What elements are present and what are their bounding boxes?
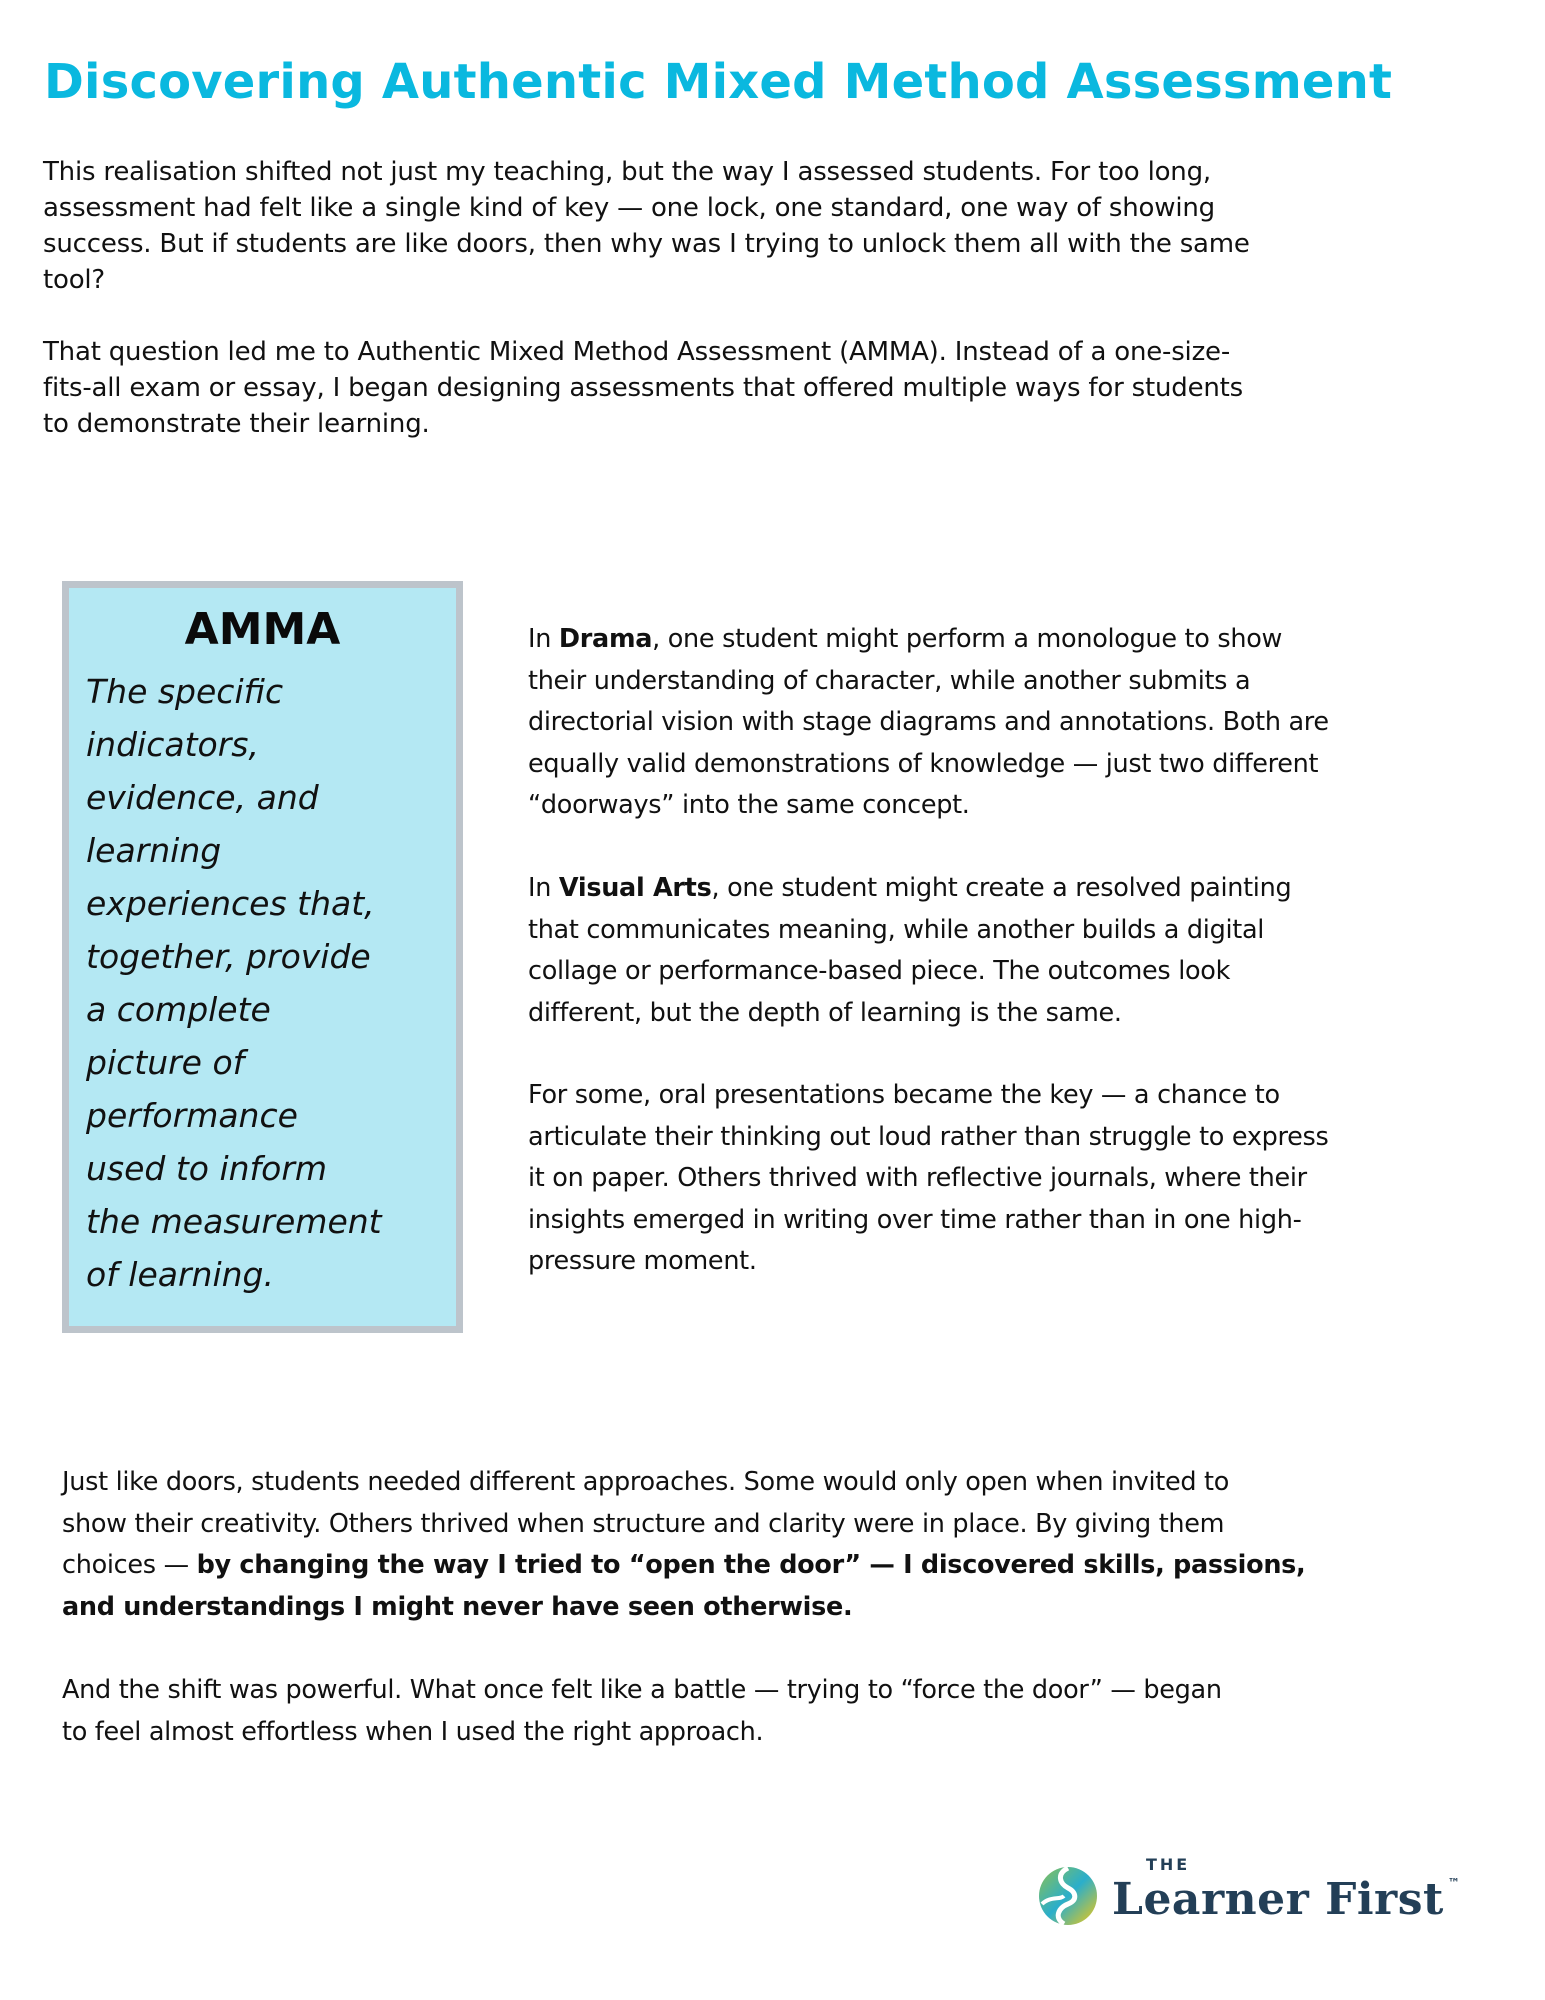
text-line (62, 1545, 1305, 1587)
text-line (528, 619, 1329, 661)
text-line: insights emerged in writing over time rather than in one high- (528, 1204, 1302, 1235)
text-line: learning (86, 831, 222, 870)
text-line: experiences that, (86, 884, 375, 923)
logo-name-row (1112, 1874, 1460, 1926)
text-prefix: In (528, 624, 559, 654)
text-line: Just like doors, students needed different approaches. Some would only open when invited to (62, 1467, 1230, 1497)
text-line: And the shift was powerful. What once felt like a battle — trying to “force the door” — began (62, 1675, 1222, 1705)
text-line: show their creativity. Others thrived when structure and clarity were in place. By giving them (62, 1508, 1225, 1539)
text-line: that communicates meaning, while another builds a digital (528, 914, 1265, 945)
text-line: different, but the depth of learning is the same. (528, 997, 1122, 1028)
text-line: directorial vision with stage diagrams and annotations. Both are (528, 707, 1329, 737)
oral-presentations-paragraph (528, 1075, 1329, 1283)
emphasis-text: and understandings I might never have seen otherwise. (62, 1591, 853, 1622)
text-line: of learning. (86, 1255, 274, 1294)
text-line (62, 1587, 1305, 1629)
conclusion-paragraph-1 (62, 1462, 1305, 1628)
text-rest: , one student might create a resolved painting (711, 873, 1292, 903)
amma-definition-box (62, 581, 463, 1333)
subject-drama: Drama (558, 624, 653, 654)
emphasis-text: by changing the way I tried to “open the door” — I discovered skills, passions, (196, 1550, 1306, 1580)
logo-name-text: Learner First (1112, 1874, 1444, 1925)
definition-text (86, 665, 382, 1301)
text-line: evidence, and (86, 778, 319, 817)
text-line: performance (86, 1096, 298, 1135)
text-line: “doorways” into the same concept. (528, 790, 970, 820)
text-line: success. But if students are like doors, then why was I trying to unlock them all with the same (43, 229, 1250, 259)
text-line: tool? (43, 265, 106, 295)
text-line: For some, oral presentations became the key — a chance to (528, 1080, 1280, 1110)
text-line: fits-all exam or essay, I began designing assessments that offered multiple ways for students (43, 373, 1243, 403)
intro-paragraph-1 (43, 154, 1250, 298)
definition-heading: AMMA (184, 604, 341, 655)
text-rest: , one student might perform a monologue to show (652, 624, 1283, 654)
text-line: their understanding of character, while another submits a (528, 665, 1251, 696)
text-prefix: In (528, 873, 559, 903)
learner-first-logo (1038, 1856, 1518, 1936)
text-line: pressure moment. (528, 1246, 757, 1276)
text-line: assessment had felt like a single kind of key — one lock, one standard, one way of showing (43, 193, 1215, 223)
text-line: This realisation shifted not just my teaching, but the way I assessed students. For too long, (43, 157, 1211, 187)
trademark-symbol: ™ (1447, 1876, 1460, 1890)
text-line: it on paper. Others thrived with reflective journals, where their (528, 1163, 1307, 1193)
text-line: the measurement (86, 1202, 382, 1241)
visual-arts-paragraph (528, 868, 1291, 1034)
drama-paragraph (528, 619, 1329, 827)
text-line: picture of (86, 1043, 245, 1082)
logo-the-text: THE (1146, 1855, 1191, 1874)
conclusion-paragraph-2 (62, 1670, 1222, 1753)
text-plain: choices — (62, 1550, 197, 1580)
learner-first-swirl-icon (1038, 1866, 1098, 1926)
text-line: to feel almost effortless when I used the right approach. (62, 1716, 764, 1747)
text-line: equally valid demonstrations of knowledge — just two different (528, 748, 1319, 779)
text-line: together, provide (86, 937, 371, 976)
text-line: The specific (86, 672, 284, 711)
text-line: to demonstrate their learning. (43, 409, 430, 439)
subject-visual-arts: Visual Arts (558, 873, 712, 903)
text-line: a complete (86, 990, 271, 1029)
page-title: Discovering Authentic Mixed Method Assessment (44, 54, 1393, 110)
text-line: indicators, (86, 725, 259, 764)
logo-wordmark (1112, 1856, 1460, 1926)
intro-paragraph-2 (43, 334, 1243, 442)
text-line: collage or performance-based piece. The outcomes look (528, 956, 1231, 986)
text-line (528, 868, 1291, 910)
text-line: That question led me to Authentic Mixed Method Assessment (AMMA). Instead of a one-size- (43, 337, 1231, 367)
text-line: used to inform (86, 1149, 328, 1188)
text-line: articulate their thinking out loud rather than struggle to express (528, 1121, 1329, 1152)
